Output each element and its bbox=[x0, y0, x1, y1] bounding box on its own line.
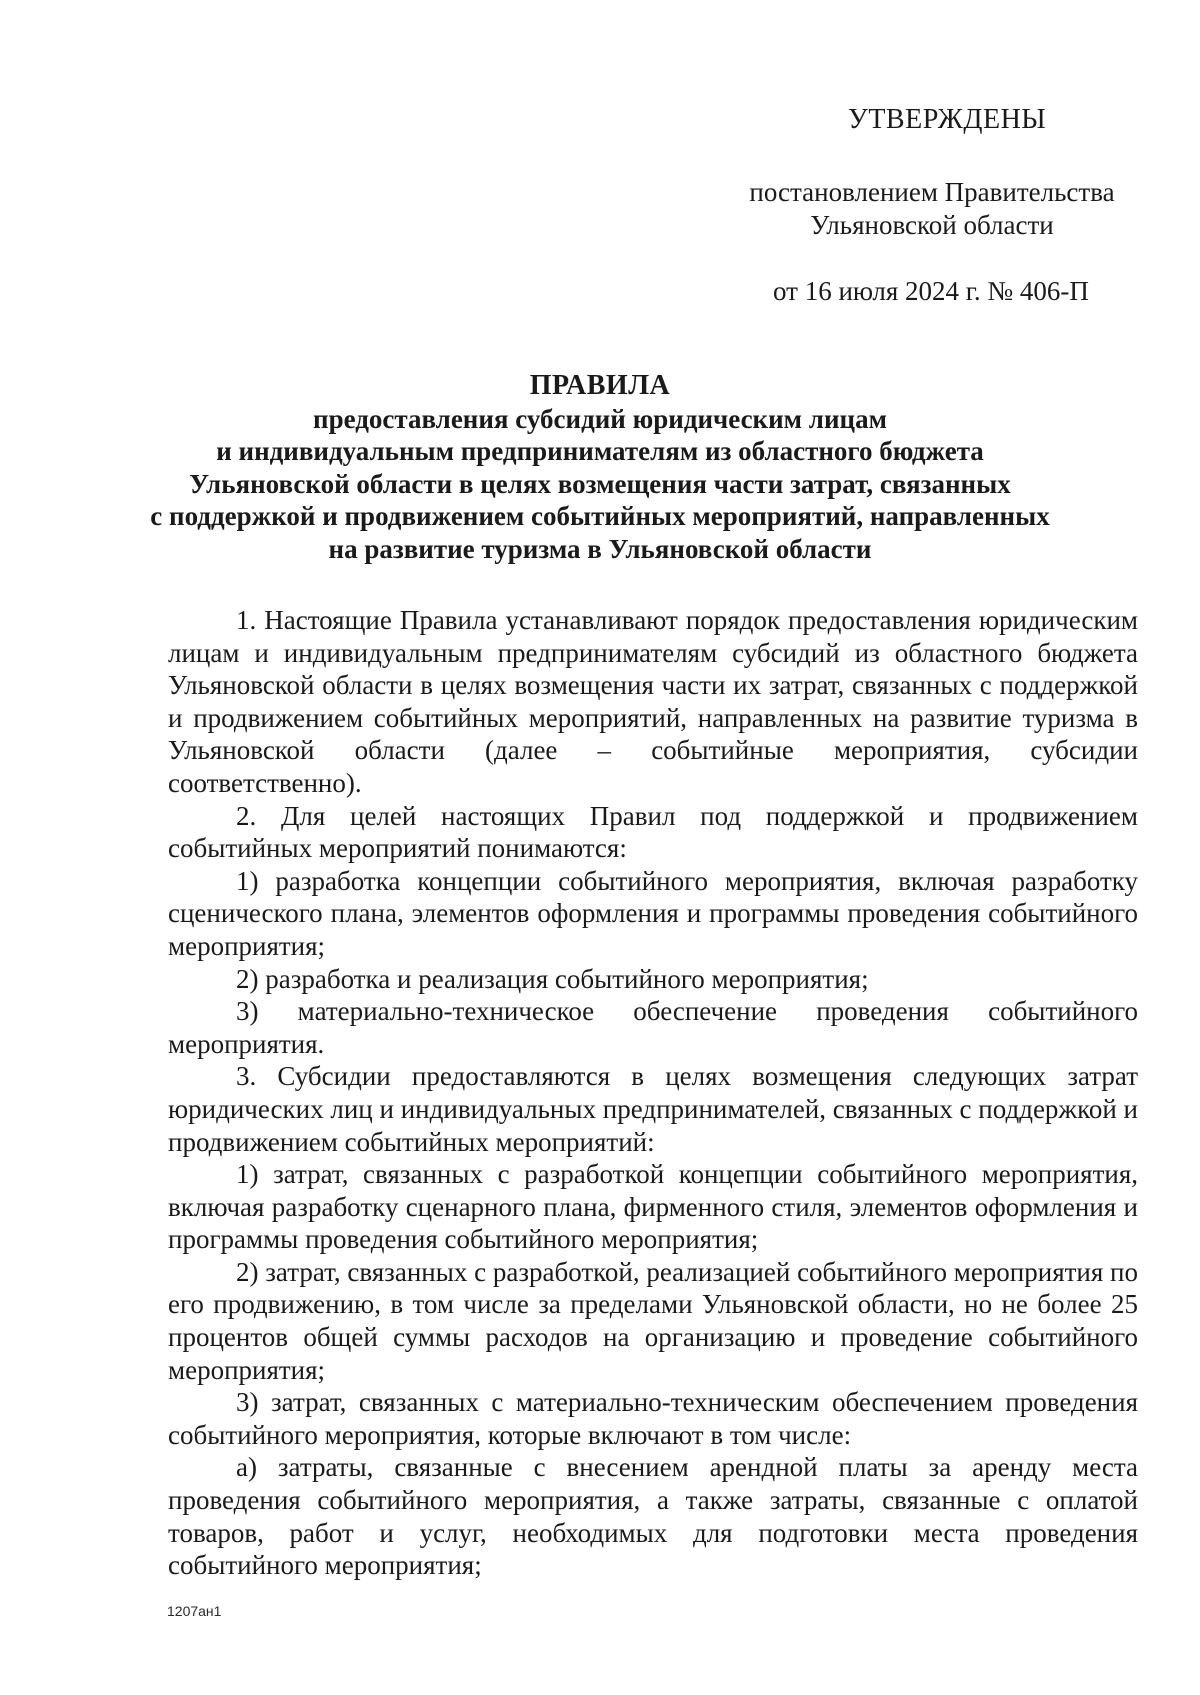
approval-date: от 16 июля 2024 г. № 406-П bbox=[773, 276, 1089, 306]
paragraph-3: 3. Субсидии предоставляются в целях возмещения следующих затрат юридических лиц и индивидуальных предпринимателей, связанных с поддержкой и продвижением событийных мероприятий: bbox=[168, 1061, 1138, 1157]
paragraph-3-item-1: 1) затрат, связанных с разработкой концепции событийного мероприятия, включая разработку сценарного плана, фирменного стиля, элементов оформления и программы проведения событийного мероприятия; bbox=[168, 1159, 1138, 1255]
heading-line-2: и индивидуальным предпринимателям из областного бюджета bbox=[216, 436, 984, 466]
paragraph-2-item-3: 3) материально-техническое обеспечение проведения событийного мероприятия. bbox=[168, 996, 1138, 1059]
document-body bbox=[168, 604, 1138, 1582]
paragraph-2-item-1: 1) разработка концепции событийного мероприятия, включая разработку сценического плана, элементов оформления и программы проведения событийного мероприятия; bbox=[168, 865, 1138, 961]
paragraph-3-item-3: 3) затрат, связанных с материально-техническим обеспечением проведения событийного мероприятия, которые включают в том числе: bbox=[168, 1387, 1138, 1450]
document-heading bbox=[150, 370, 1050, 565]
heading-line-4: с поддержкой и продвижением событийных мероприятий, направленных bbox=[150, 501, 1050, 531]
approval-authority-line-2: Ульяновской области bbox=[810, 210, 1054, 240]
approval-authority bbox=[742, 176, 1122, 242]
heading-line-3: Ульяновской области в целях возмещения части затрат, связанных bbox=[189, 468, 1011, 499]
paragraph-2-item-2: 2) разработка и реализация событийного мероприятия; bbox=[236, 963, 869, 994]
paragraph-2: 2. Для целей настоящих Правил под поддержкой и продвижением событийных мероприятий понимаются: bbox=[168, 800, 1138, 864]
heading-line-1: предоставления субсидий юридическим лицам bbox=[313, 403, 887, 434]
approval-title: УТВЕРЖДЕНЫ bbox=[848, 104, 1047, 135]
approval-authority-line-1: постановлением Правительства bbox=[749, 177, 1115, 207]
paragraph-1: 1. Настоящие Правила устанавливают порядок предоставления юридическим лицам и индивидуальным предпринимателям субсидий из областного бюджета Ульяновской области в целях возмещения части их затрат, связанных с поддержкой и продвижением событийных мероприятий, направленных на развитие туризма в Ульяновской области (далее – событийные мероприятия, субсидии соответственно). bbox=[168, 605, 1138, 798]
document-code: 1207ан1 bbox=[167, 1603, 222, 1619]
heading-line-5: на развитие туризма в Ульяновской области bbox=[328, 533, 872, 564]
paragraph-3-item-3-a: а) затраты, связанные с внесением арендной платы за аренду места проведения событийного мероприятия, а также затраты, связанные с оплатой товаров, работ и услуг, необходимых для подготовки места проведения событийного мероприятия; bbox=[168, 1452, 1138, 1581]
paragraph-3-item-2: 2) затрат, связанных с разработкой, реализацией событийного мероприятия по его продвижению, в том числе за пределами Ульяновской области, но не более 25 процентов общей суммы расходов на организацию и проведение событийного мероприятия; bbox=[168, 1256, 1138, 1385]
heading-main: ПРАВИЛА bbox=[529, 370, 671, 401]
